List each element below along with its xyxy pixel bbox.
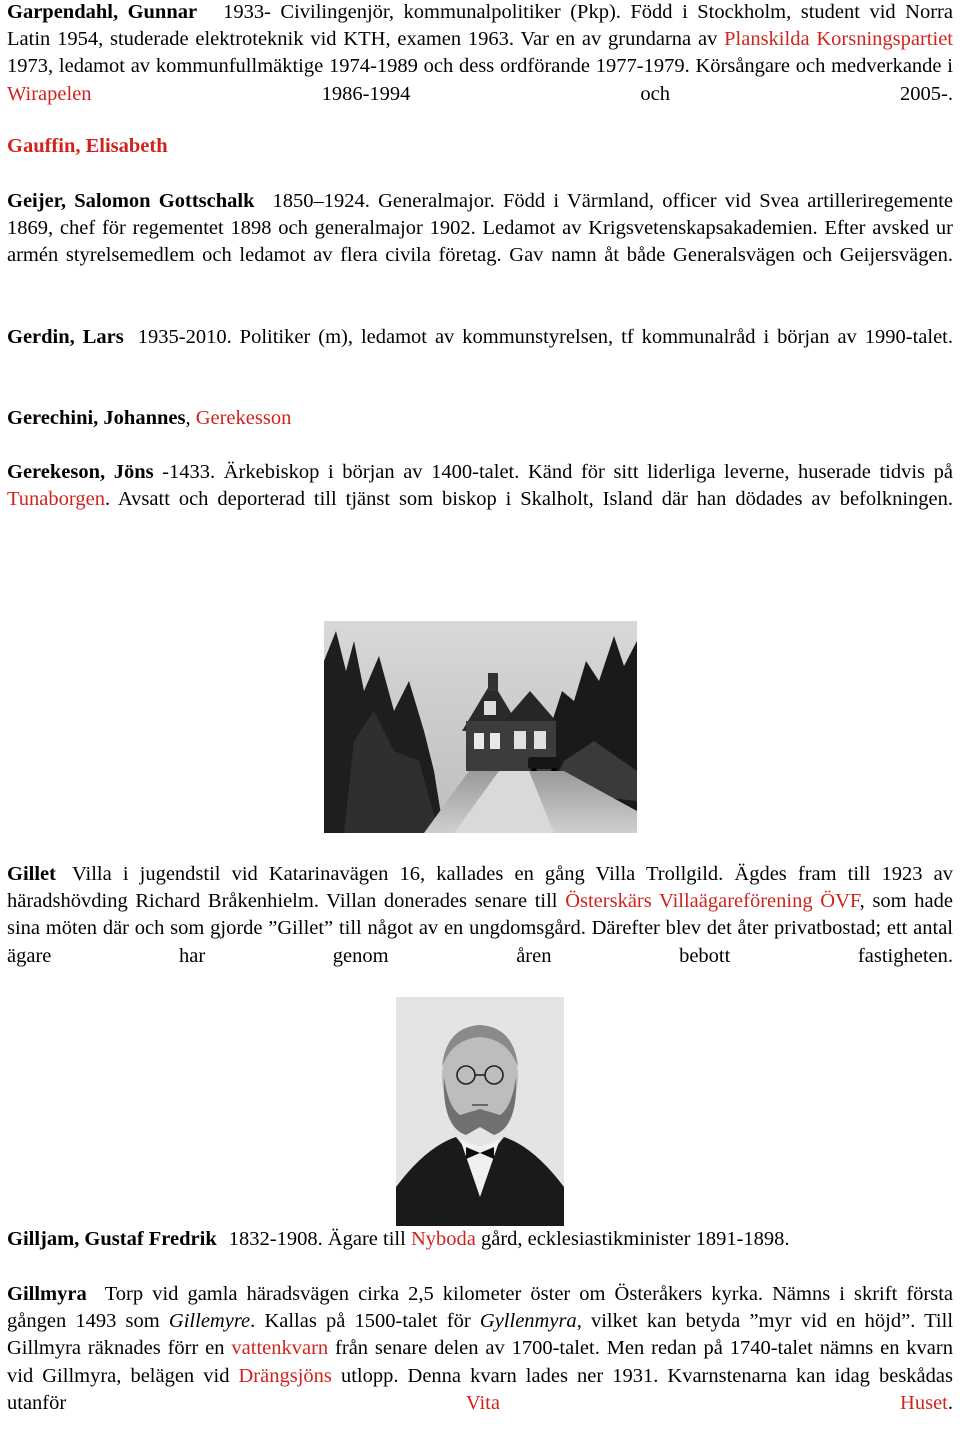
link-nyboda[interactable]: Nyboda [410,1228,476,1250]
entry-gerdin [7,324,953,378]
link-vita-huset[interactable]: Vita Huset [465,1391,948,1414]
entry-gauffin [7,133,953,160]
portrait-graphic [396,997,564,1226]
entry-text: . Kallas på 1500-talet för [250,1310,480,1333]
entry-heading: Gillet [7,863,56,885]
entry-gilljam [7,1226,953,1253]
entry-text: 1850–1924. Generalmajor. Född i Värmland, officer vid Svea artilleriregemente 1869, chef för regementet 1898 och generalmajor 1902. Ledamot av Krigsvetenskapsakademien. Efter avsked ur armén styrelsemedlem och ledamot av flera civila företag. Gav namn åt både Generalsvägen och Geijersvägen. [7,190,953,267]
entry-text: Villa i jugendstil vid Katarinavägen 16, kallades en gång Villa Trollgild. Ägdes fram till 1923 av häradshövding Richard Bråkenhielm. Villan donerades senare till [7,863,953,913]
entry-text: från senare delen av 1700-talet. Men redan på 1740-talet nämns en kvarn vid Gillmyra, belägen vid [7,1337,953,1387]
link-tunaborgen[interactable]: Tunaborgen [7,488,105,511]
entry-garpendahl [7,0,953,135]
link-wirapelen[interactable]: Wirapelen [7,82,92,105]
entry-geijer [7,188,953,297]
entry-gillet [7,861,953,997]
italic-text: Gyllenmyra [479,1310,577,1333]
link-planskilda-korsningspartiet[interactable]: Planskilda Korsningspartiet [724,28,953,51]
entry-heading: Gilljam, Gustaf Fredrik [7,1228,217,1250]
link-gauffin-elisabeth[interactable]: Gauffin, Elisabeth [7,135,168,157]
entry-gerekeson [7,459,953,541]
entry-heading: Geijer, Salomon Gottschalk [7,190,255,212]
villa-photo-graphic [324,621,637,833]
entry-gillmyra [7,1281,953,1444]
entry-heading: Gerechini, Johannes [7,407,186,429]
entry-text: . Avsatt och deporterad till tjänst som biskop i Skalholt, Island där han dödades av befolkningen. [104,488,953,511]
link-drangsjons[interactable]: Drängsjöns [238,1364,332,1387]
entry-heading: Gerdin, Lars [7,326,124,348]
entry-text: , vilket kan betyda ”myr vid en höjd”. Till Gillmyra räknades förr en [7,1310,954,1360]
entry-text: 1935-2010. Politiker (m), ledamot av kommunstyrelsen, tf kommunalråd i början av 1990-talet. [137,326,953,348]
entry-text: , [185,407,196,429]
entry-text: . [947,1391,953,1414]
italic-text: Gillemyre [168,1310,251,1333]
entry-text: utlopp. Denna kvarn lades ner 1931. Kvarnstenarna kan idag beskådas utanför [7,1364,953,1414]
entry-heading: Gillmyra [7,1283,87,1305]
entry-text: Torp vid gamla häradsvägen cirka 2,5 kilometer öster om Österåkers kyrka. Nämns i skrift första gången 1493 som [7,1283,953,1333]
entry-text: 1933- Civilingenjör, kommunalpolitiker (Pkp). Född i Stockholm, student vid Norra Latin 1954, studerade elektroteknik vid KTH, examen 1963. Var en av grundarna av [7,1,953,51]
entry-text: 1832-1908. Ägare till [228,1228,411,1250]
entry-heading: Garpendahl, Gunnar [7,1,198,23]
entry-text: 1973, ledamot av kommunfullmäktige 1974-1989 och dess ordförande 1977-1979. Körsångare och medverkande i [7,55,953,78]
entry-text: gård, ecklesiastikminister 1891-1898. [475,1228,790,1250]
entry-text: -1433. Ärkebiskop i början av 1400-talet. Känd för sitt liderliga leverne, huserade tidvis på [153,461,953,483]
entry-heading: Gerekeson, Jöns [7,461,154,483]
entry-text: , som hade sina möten där och som gjorde ”Gillet” till något av en ungdomsgård. Därefter blev det åter privatbostad; ett antal ägare har genom åren bebott fastigheten. [7,890,953,967]
entry-gerechini [7,405,953,432]
villa-gillet-photo [324,621,637,833]
entry-text: 1986-1994 och 2005-. [91,82,953,105]
link-osterskars-villaagareforening[interactable]: Österskärs Villaägareförening ÖVF [565,890,860,913]
link-vattenkvarn[interactable]: vattenkvarn [231,1337,329,1360]
gilljam-portrait-photo [396,997,564,1226]
link-gerekesson[interactable]: Gerekesson [195,407,292,429]
